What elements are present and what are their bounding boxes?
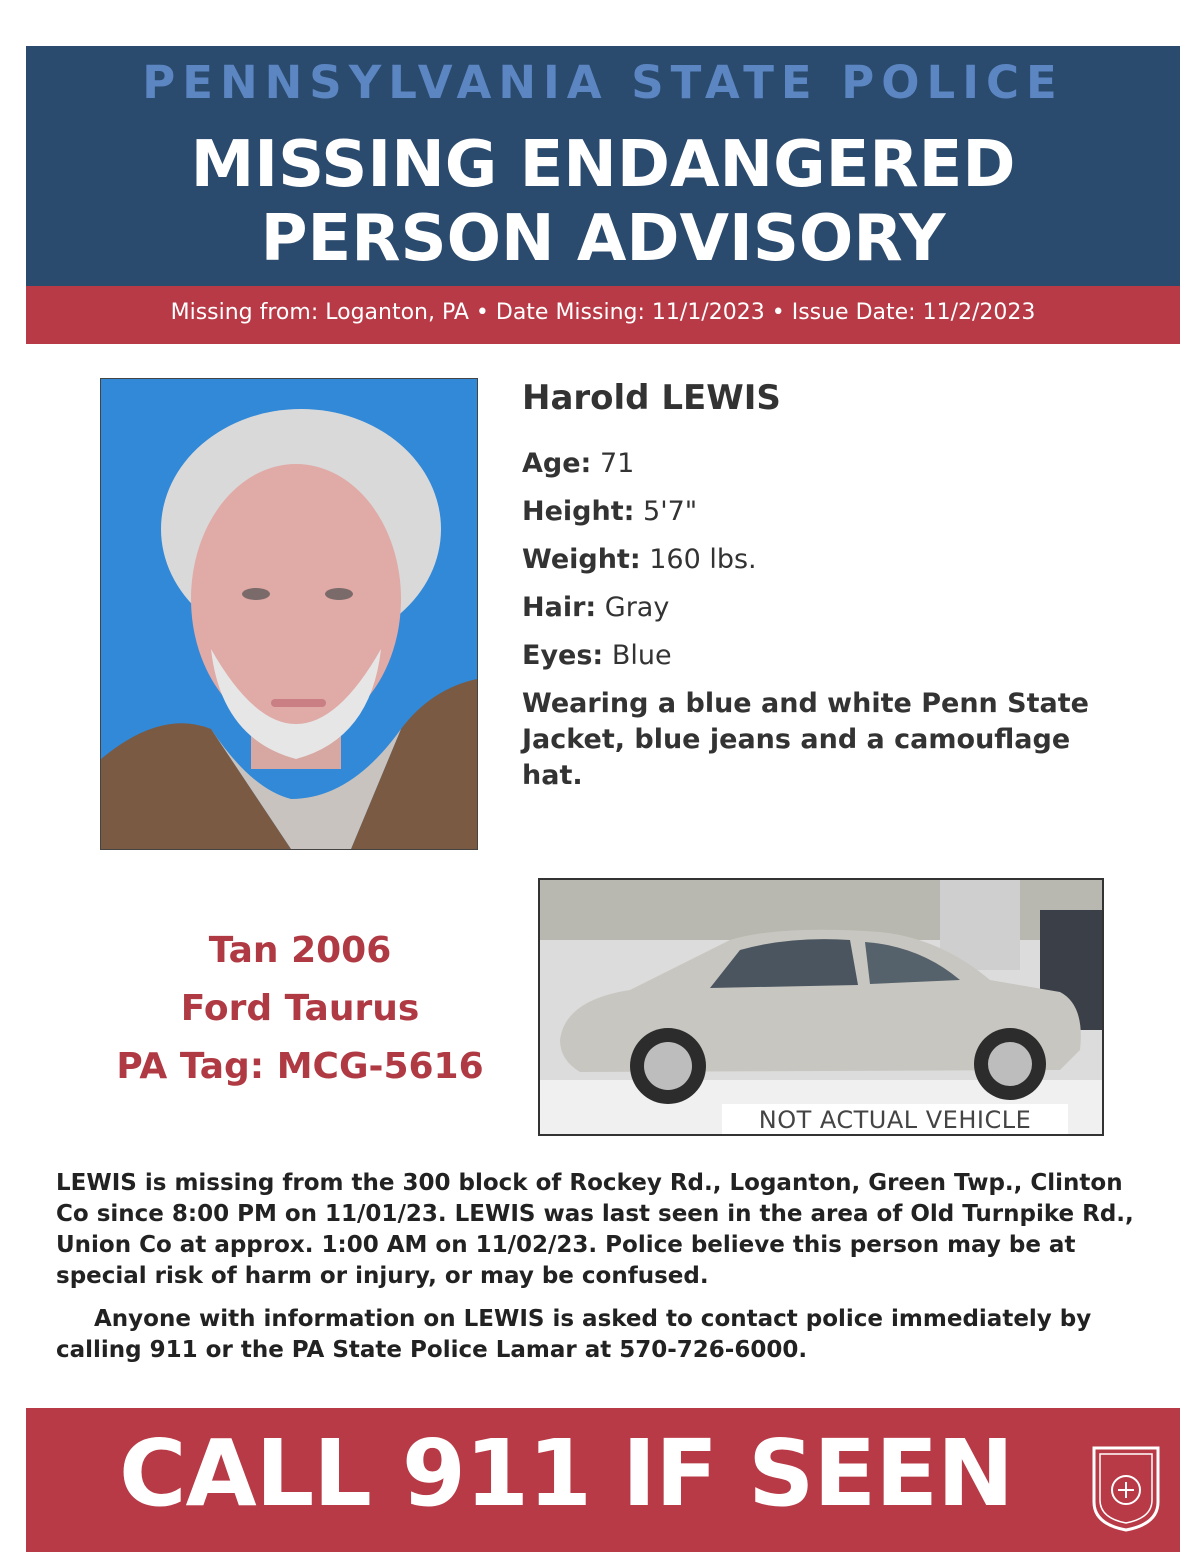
vehicle-photo bbox=[538, 878, 1104, 1136]
advisory-title-line1: MISSING ENDANGERED bbox=[190, 128, 1016, 202]
not-actual-vehicle-label: NOT ACTUAL VEHICLE bbox=[722, 1104, 1068, 1134]
state-police-badge-icon bbox=[1088, 1442, 1164, 1532]
age-value: 71 bbox=[599, 448, 635, 479]
call-911-heading: CALL 911 IF SEEN bbox=[118, 1420, 1014, 1527]
meta-separator: • bbox=[771, 300, 785, 325]
header-blue-band bbox=[26, 46, 1180, 286]
weight-value: 160 lbs. bbox=[649, 544, 757, 575]
age-row bbox=[522, 448, 634, 479]
contact-paragraph: Anyone with information on LEWIS is asked to contact police immediately by calling 911 or the PA State Police Lamar at 570-726-6000. bbox=[56, 1306, 1092, 1363]
date-missing-value: 11/1/2023 bbox=[651, 300, 765, 325]
eyes-row bbox=[522, 640, 672, 671]
issue-date-value: 11/2/2023 bbox=[922, 300, 1036, 325]
issue-date-label: Issue Date: bbox=[791, 300, 916, 325]
missing-from-label: Missing from: bbox=[170, 300, 319, 325]
advisory-title-line2: PERSON ADVISORY bbox=[260, 202, 946, 276]
header-meta-band bbox=[26, 286, 1180, 344]
meta-separator: • bbox=[475, 300, 489, 325]
eyes-value: Blue bbox=[611, 640, 672, 671]
vehicle-make-model: Ford Taurus bbox=[180, 988, 420, 1029]
age-label: Age: bbox=[522, 448, 592, 479]
height-label: Height: bbox=[522, 496, 635, 527]
footer-banner bbox=[26, 1408, 1180, 1552]
header-banner bbox=[26, 46, 1180, 344]
agency-name: PENNSYLVANIA STATE POLICE bbox=[142, 56, 1064, 109]
missing-meta bbox=[26, 300, 1180, 325]
incident-paragraph: LEWIS is missing from the 300 block of Rockey Rd., Loganton, Green Twp., Clinton Co since 8:00 PM on 11/01/23. LEWIS was last seen in the area of Old Turnpike Rd., Union Co at approx. 1:00 AM on 11/02/23. Police believe this person may be at special risk of harm or injury, or may be confused. bbox=[56, 1170, 1134, 1289]
hair-label: Hair: bbox=[522, 592, 597, 623]
weight-label: Weight: bbox=[522, 544, 641, 575]
vehicle-description bbox=[90, 922, 510, 1096]
weight-row bbox=[522, 544, 757, 575]
person-name: Harold LEWIS bbox=[522, 378, 781, 418]
portrait-illustration bbox=[101, 379, 477, 849]
date-missing-label: Date Missing: bbox=[495, 300, 645, 325]
eyes-label: Eyes: bbox=[522, 640, 604, 671]
missing-from-value: Loganton, PA bbox=[325, 300, 469, 325]
hair-value: Gray bbox=[604, 592, 670, 623]
vehicle-color-year: Tan 2006 bbox=[208, 930, 392, 971]
hair-row bbox=[522, 592, 669, 623]
vehicle-plate: PA Tag: MCG-5616 bbox=[116, 1046, 484, 1087]
clothing-description: Wearing a blue and white Penn State Jacket, blue jeans and a camouflage hat. bbox=[522, 688, 1089, 791]
person-photo bbox=[100, 378, 478, 850]
height-value: 5'7" bbox=[643, 496, 698, 527]
height-row bbox=[522, 496, 697, 527]
car-illustration bbox=[540, 880, 1102, 1134]
